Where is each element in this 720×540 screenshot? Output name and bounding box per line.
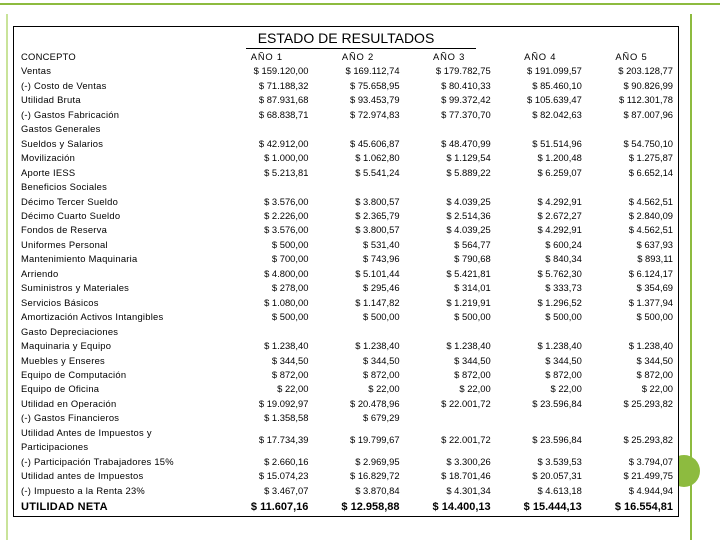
- row-value-year-5: $ 500,00: [636, 311, 673, 323]
- table-row: [21, 296, 677, 310]
- row-value-year-1: $ 22,00: [277, 383, 309, 395]
- row-label: Gastos Generales: [21, 123, 101, 135]
- row-value-year-2: $ 1.062,80: [355, 152, 400, 164]
- row-value-year-3: $ 314,01: [454, 282, 491, 294]
- row-value-year-5: $ 354,69: [636, 282, 673, 294]
- row-value-year-3: [404, 180, 495, 194]
- row-value-year-3: $ 5.889,22: [446, 166, 491, 178]
- column-header: CONCEPTO: [21, 51, 76, 62]
- row-label: (-) Costo de Ventas: [21, 79, 107, 91]
- row-value-year-2: $ 743,96: [363, 253, 400, 265]
- row-label: UTILIDAD NETA: [21, 501, 108, 514]
- row-label: Gasto Depreciaciones: [21, 325, 119, 337]
- row-label: Utilidad en Operación: [21, 397, 117, 409]
- table-row: [21, 64, 677, 78]
- row-label: Beneficios Sociales: [21, 181, 108, 193]
- row-value-year-3: $ 22.001,72: [441, 434, 491, 445]
- table-row: [21, 180, 677, 194]
- row-value-year-3: $ 18.701,46: [441, 470, 491, 482]
- income-statement-table: [21, 50, 677, 516]
- row-value-year-5: $ 344,50: [636, 354, 673, 366]
- row-value-year-4: $ 1.238,40: [537, 340, 582, 352]
- row-value-year-5: $ 6.124,17: [628, 267, 673, 279]
- row-value-year-1: [221, 180, 312, 194]
- row-value-year-3: $ 564,77: [454, 238, 491, 250]
- row-value-year-3: [404, 325, 495, 339]
- row-label: Utilidad Antes de Impuestos y Participaciones: [21, 426, 152, 453]
- row-label: Aporte IESS: [21, 166, 76, 178]
- table-row: [21, 108, 677, 122]
- table-row: [21, 238, 677, 252]
- table-row: [21, 397, 677, 411]
- row-value-year-1: $ 500,00: [271, 238, 309, 250]
- table-row: [21, 354, 677, 368]
- row-value-year-5: $ 25.293,82: [623, 397, 673, 409]
- row-label: (-) Gastos Fabricación: [21, 108, 120, 120]
- row-value-year-2: $ 344,50: [363, 354, 400, 366]
- row-value-year-4: $ 3.539,53: [537, 455, 582, 467]
- table-row: [21, 411, 677, 425]
- row-value-year-5: $ 893,11: [637, 253, 673, 265]
- row-value-year-2: $ 72.974,83: [350, 108, 400, 120]
- row-value-year-2: $ 16.829,72: [350, 470, 400, 482]
- table-row: [21, 368, 677, 382]
- row-value-year-1: $ 344,50: [271, 354, 309, 366]
- row-value-year-5: $ 25.293,82: [623, 434, 673, 445]
- row-value-year-1: $ 2.660,16: [264, 455, 309, 467]
- row-value-year-5: $ 16.554,81: [614, 501, 673, 514]
- row-value-year-5: [586, 325, 677, 339]
- row-value-year-3: $ 872,00: [454, 368, 491, 380]
- table-row: [21, 455, 677, 469]
- column-header: AÑO 5: [615, 51, 648, 62]
- row-value-year-3: [404, 122, 495, 136]
- row-value-year-1: $ 500,00: [271, 311, 309, 323]
- row-value-year-4: $ 82.042,63: [532, 108, 582, 120]
- row-label: Equipo de Oficina: [21, 383, 100, 395]
- row-value-year-2: $ 5.541,24: [355, 166, 400, 178]
- row-value-year-5: [586, 122, 677, 136]
- row-value-year-2: $ 75.658,95: [350, 79, 400, 91]
- row-value-year-4: $ 1.200,48: [537, 152, 582, 164]
- row-value-year-1: $ 700,00: [271, 253, 309, 265]
- row-value-year-2: $ 2.969,95: [355, 455, 400, 467]
- row-value-year-3: $ 2.514,36: [446, 209, 491, 221]
- row-value-year-4: $ 23.596,84: [532, 434, 582, 445]
- row-value-year-5: $ 3.794,07: [628, 455, 673, 467]
- row-value-year-2: $ 1.147,82: [355, 296, 400, 308]
- row-value-year-4: $ 500,00: [545, 311, 582, 323]
- row-value-year-3: $ 1.129,54: [446, 152, 491, 164]
- table-row: [21, 281, 677, 295]
- row-value-year-5: $ 22,00: [641, 383, 673, 395]
- row-value-year-1: $ 15.074,23: [258, 470, 309, 482]
- row-value-year-5: $ 87.007,96: [623, 108, 673, 120]
- row-value-year-5: $ 6.652,14: [628, 166, 673, 178]
- row-value-year-1: $ 87.931,68: [258, 94, 309, 106]
- row-value-year-4: $ 191.099,57: [527, 65, 582, 77]
- row-value-year-2: $ 3.800,57: [355, 195, 400, 207]
- row-label: Servicios Básicos: [21, 296, 99, 308]
- row-value-year-2: $ 679,29: [363, 412, 400, 424]
- row-value-year-1: $ 11.607,16: [250, 501, 309, 514]
- row-value-year-3: $ 4.039,25: [446, 195, 491, 207]
- row-value-year-2: $ 22,00: [368, 383, 400, 395]
- row-value-year-4: $ 15.444,13: [523, 501, 582, 514]
- row-value-year-5: $ 1.238,40: [628, 340, 673, 352]
- row-value-year-1: $ 159.120,00: [253, 65, 309, 77]
- row-value-year-1: $ 2.226,00: [264, 209, 309, 221]
- row-value-year-3: $ 22.001,72: [441, 397, 491, 409]
- row-value-year-5: [586, 411, 677, 425]
- row-label: Muebles y Enseres: [21, 354, 105, 366]
- row-value-year-1: $ 1.238,40: [264, 340, 309, 352]
- table-row: [21, 325, 677, 339]
- row-value-year-2: $ 3.800,57: [355, 224, 400, 236]
- row-label: Uniformes Personal: [21, 238, 108, 250]
- row-label: Suministros y Materiales: [21, 282, 130, 294]
- row-value-year-3: $ 48.470,99: [441, 137, 491, 149]
- row-value-year-3: $ 179.782,75: [435, 65, 491, 77]
- row-value-year-1: $ 68.838,71: [258, 108, 309, 120]
- row-value-year-4: $ 872,00: [545, 368, 582, 380]
- row-value-year-2: [312, 180, 403, 194]
- row-value-year-2: $ 531,40: [363, 238, 400, 250]
- table-row: [21, 79, 677, 93]
- row-value-year-1: $ 872,00: [271, 368, 309, 380]
- row-value-year-1: $ 1.358,58: [264, 412, 309, 424]
- row-value-year-5: $ 21.499,75: [623, 470, 673, 482]
- table-row: [21, 484, 677, 498]
- row-value-year-3: $ 790,68: [454, 253, 491, 265]
- row-value-year-2: $ 295,46: [363, 282, 400, 294]
- row-value-year-3: $ 5.421,81: [446, 267, 491, 279]
- row-value-year-4: [495, 180, 586, 194]
- row-value-year-4: $ 344,50: [545, 354, 582, 366]
- row-value-year-5: $ 203.128,77: [618, 65, 673, 77]
- row-value-year-5: [586, 180, 677, 194]
- row-value-year-4: $ 4.292,91: [537, 195, 582, 207]
- table-row: [21, 93, 677, 107]
- decorative-left-bar: [6, 14, 8, 540]
- row-value-year-4: $ 22,00: [550, 383, 582, 395]
- table-row: [21, 166, 677, 180]
- row-value-year-4: $ 51.514,96: [532, 137, 582, 149]
- table-row: [21, 223, 677, 237]
- row-value-year-4: $ 4.613,18: [537, 484, 582, 496]
- column-header: AÑO 1: [250, 51, 283, 62]
- row-label: Décimo Tercer Sueldo: [21, 195, 119, 207]
- table-header-row: [21, 50, 677, 64]
- row-value-year-2: $ 169.112,74: [345, 65, 400, 77]
- row-value-year-3: $ 500,00: [454, 311, 491, 323]
- row-value-year-3: $ 14.400,13: [432, 501, 491, 514]
- row-value-year-4: $ 1.296,52: [537, 296, 582, 308]
- table-row: [21, 426, 677, 455]
- row-value-year-4: $ 20.057,31: [532, 470, 582, 482]
- row-value-year-4: [495, 411, 586, 425]
- row-value-year-4: $ 600,24: [545, 238, 582, 250]
- row-value-year-5: $ 4.944,94: [628, 484, 673, 496]
- row-value-year-4: [495, 122, 586, 136]
- row-label: Equipo de Computación: [21, 368, 127, 380]
- income-statement-sheet: [13, 26, 679, 517]
- decorative-top-line: [0, 3, 720, 5]
- row-value-year-2: [312, 122, 403, 136]
- row-value-year-1: $ 278,00: [271, 282, 309, 294]
- row-value-year-3: $ 80.410,33: [441, 79, 491, 91]
- row-value-year-2: $ 93.453,79: [350, 94, 400, 106]
- row-value-year-2: $ 500,00: [363, 311, 400, 323]
- column-header: AÑO 4: [524, 51, 557, 62]
- row-value-year-3: $ 22,00: [459, 383, 491, 395]
- table-body: [21, 50, 677, 516]
- row-value-year-1: [221, 122, 312, 136]
- row-label: Décimo Cuarto Sueldo: [21, 209, 121, 221]
- page-title: ESTADO DE RESULTADOS: [257, 30, 435, 46]
- row-value-year-2: $ 45.606,87: [350, 137, 400, 149]
- row-label: (-) Gastos Financieros: [21, 412, 120, 424]
- row-label: Mantenimiento Maquinaria: [21, 253, 138, 265]
- row-value-year-4: $ 105.639,47: [527, 94, 582, 106]
- row-value-year-4: [495, 325, 586, 339]
- row-value-year-1: $ 3.576,00: [264, 195, 309, 207]
- row-value-year-4: $ 85.460,10: [532, 79, 582, 91]
- row-value-year-5: $ 872,00: [636, 368, 673, 380]
- row-value-year-1: $ 71.188,32: [258, 79, 309, 91]
- row-value-year-1: $ 42.912,00: [258, 137, 309, 149]
- row-value-year-5: $ 112.301,78: [618, 94, 673, 106]
- column-header: AÑO 3: [433, 51, 466, 62]
- row-value-year-2: $ 12.958,88: [341, 501, 400, 514]
- row-value-year-3: $ 4.301,34: [446, 484, 491, 496]
- table-row: [21, 151, 677, 165]
- table-row: [21, 339, 677, 353]
- row-label: (-) Impuesto a la Renta 23%: [21, 484, 145, 496]
- table-row: [21, 267, 677, 281]
- row-label: Sueldos y Salarios: [21, 137, 104, 149]
- row-value-year-2: $ 872,00: [363, 368, 400, 380]
- row-value-year-2: $ 20.478,96: [350, 397, 400, 409]
- table-row: [21, 122, 677, 136]
- table-row: [21, 469, 677, 483]
- row-value-year-5: $ 54.750,10: [623, 137, 673, 149]
- row-value-year-3: $ 344,50: [454, 354, 491, 366]
- column-header: AÑO 2: [341, 51, 375, 62]
- row-value-year-5: $ 2.840,09: [628, 209, 673, 221]
- row-value-year-4: $ 6.259,07: [537, 166, 582, 178]
- row-label: (-) Participación Trabajadores 15%: [21, 455, 174, 467]
- row-value-year-5: $ 1.275,87: [628, 152, 673, 164]
- row-value-year-1: $ 1.080,00: [264, 296, 309, 308]
- row-label: Movilización: [21, 152, 76, 164]
- table-row: [21, 195, 677, 209]
- title-underline: [246, 48, 476, 49]
- row-value-year-3: $ 77.370,70: [441, 108, 491, 120]
- row-value-year-1: $ 5.213,81: [264, 166, 309, 178]
- row-value-year-3: [404, 411, 495, 425]
- row-value-year-3: $ 1.238,40: [446, 340, 491, 352]
- table-row: [21, 498, 677, 516]
- row-value-year-1: $ 4.800,00: [264, 267, 309, 279]
- row-value-year-2: $ 19.799,67: [350, 434, 400, 445]
- row-label: Maquinaria y Equipo: [21, 340, 112, 352]
- row-label: Utilidad antes de Impuestos: [21, 470, 144, 482]
- table-row: [21, 310, 677, 324]
- row-value-year-4: $ 840,34: [545, 253, 582, 265]
- row-value-year-4: $ 5.762,30: [537, 267, 582, 279]
- row-value-year-1: $ 1.000,00: [264, 152, 309, 164]
- row-label: Fondos de Reserva: [21, 224, 108, 236]
- row-value-year-5: $ 90.826,99: [623, 79, 673, 91]
- row-value-year-3: $ 99.372,42: [441, 94, 491, 106]
- row-value-year-4: $ 2.672,27: [537, 209, 582, 221]
- row-value-year-5: $ 4.562,51: [628, 224, 673, 236]
- row-value-year-2: $ 3.870,84: [355, 484, 400, 496]
- row-value-year-3: $ 3.300,26: [446, 455, 491, 467]
- row-value-year-1: $ 19.092,97: [258, 397, 309, 409]
- row-label: Arriendo: [21, 267, 59, 279]
- table-row: [21, 382, 677, 396]
- row-value-year-1: $ 3.467,07: [264, 484, 309, 496]
- row-value-year-3: $ 4.039,25: [446, 224, 491, 236]
- row-value-year-1: $ 17.734,39: [258, 434, 309, 445]
- row-value-year-2: $ 5.101,44: [355, 267, 400, 279]
- row-value-year-4: $ 333,73: [545, 282, 582, 294]
- row-value-year-4: $ 23.596,84: [532, 397, 582, 409]
- row-value-year-5: $ 4.562,51: [628, 195, 673, 207]
- table-row: [21, 137, 677, 151]
- row-value-year-5: $ 637,93: [636, 238, 673, 250]
- row-label: Ventas: [21, 65, 52, 77]
- row-value-year-5: $ 1.377,94: [628, 296, 673, 308]
- table-row: [21, 209, 677, 223]
- row-value-year-2: $ 2.365,79: [355, 209, 400, 221]
- table-row: [21, 252, 677, 266]
- row-value-year-1: [221, 325, 312, 339]
- row-value-year-2: $ 1.238,40: [355, 340, 400, 352]
- row-label: Amortización Activos Intangibles: [21, 311, 164, 323]
- row-value-year-1: $ 3.576,00: [264, 224, 309, 236]
- row-value-year-2: [312, 325, 403, 339]
- row-value-year-3: $ 1.219,91: [446, 296, 491, 308]
- row-value-year-4: $ 4.292,91: [537, 224, 582, 236]
- row-label: Utilidad Bruta: [21, 94, 81, 106]
